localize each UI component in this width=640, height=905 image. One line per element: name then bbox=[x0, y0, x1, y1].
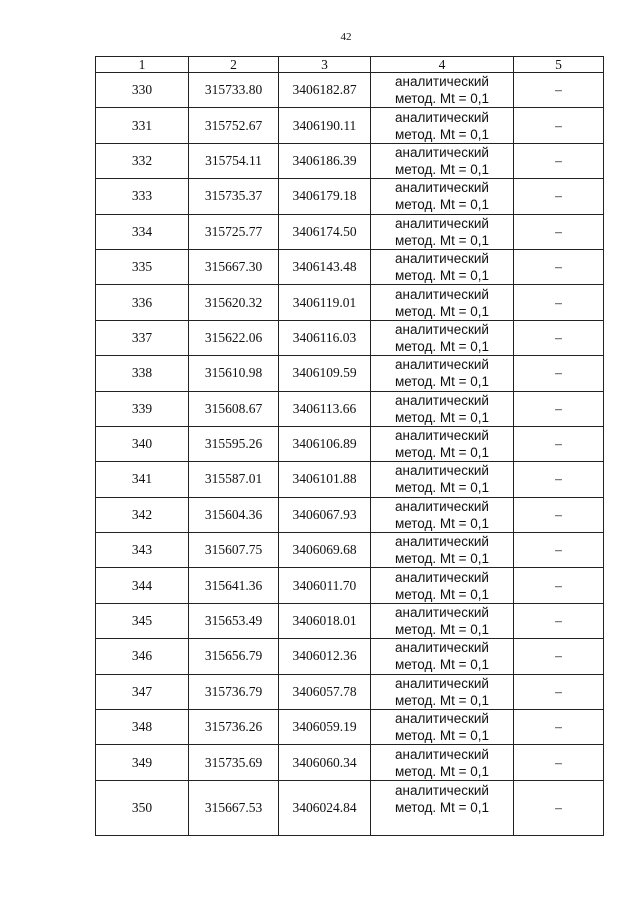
method-line-1: аналитический bbox=[395, 286, 489, 302]
y-coordinate-cell: 3406059.19 bbox=[279, 710, 371, 745]
method-line-1: аналитический bbox=[395, 746, 489, 762]
coordinates-table bbox=[95, 56, 604, 836]
method-line-2: метод. Mt = 0,1 bbox=[394, 268, 490, 284]
y-coordinate-cell: 3406190.11 bbox=[279, 108, 371, 143]
y-coordinate-cell: 3406012.36 bbox=[279, 639, 371, 674]
method-line-1: аналитический bbox=[395, 215, 489, 231]
x-coordinate-cell: 315735.69 bbox=[189, 745, 279, 780]
y-coordinate-cell: 3406106.89 bbox=[279, 426, 371, 461]
note-cell: – bbox=[514, 214, 604, 249]
method-cell bbox=[371, 533, 514, 568]
point-number-cell: 349 bbox=[96, 745, 189, 780]
point-number-cell: 330 bbox=[96, 73, 189, 108]
note-cell: – bbox=[514, 73, 604, 108]
table-row bbox=[96, 674, 604, 709]
page-number: 42 bbox=[340, 31, 352, 43]
point-number-cell: 332 bbox=[96, 143, 189, 178]
note-cell: – bbox=[514, 285, 604, 320]
table-row bbox=[96, 639, 604, 674]
method-cell bbox=[371, 108, 514, 143]
method-line-2: метод. Mt = 0,1 bbox=[394, 303, 490, 319]
point-number-cell: 348 bbox=[96, 710, 189, 745]
method-line-1: аналитический bbox=[395, 144, 489, 160]
method-line-2: метод. Mt = 0,1 bbox=[394, 692, 490, 708]
point-number-cell: 339 bbox=[96, 391, 189, 426]
table-row bbox=[96, 745, 604, 780]
point-number-cell: 336 bbox=[96, 285, 189, 320]
point-number-cell: 341 bbox=[96, 462, 189, 497]
point-number-cell: 334 bbox=[96, 214, 189, 249]
table-row bbox=[96, 249, 604, 284]
method-line-2: метод. Mt = 0,1 bbox=[394, 799, 490, 815]
method-line-1: аналитический bbox=[395, 782, 489, 798]
header-col-3: 3 bbox=[279, 57, 371, 73]
note-cell: – bbox=[514, 639, 604, 674]
y-coordinate-cell: 3406182.87 bbox=[279, 73, 371, 108]
point-number-cell: 337 bbox=[96, 320, 189, 355]
x-coordinate-cell: 315735.37 bbox=[189, 179, 279, 214]
x-coordinate-cell: 315725.77 bbox=[189, 214, 279, 249]
method-cell bbox=[371, 391, 514, 426]
y-coordinate-cell: 3406143.48 bbox=[279, 249, 371, 284]
method-line-1: аналитический bbox=[395, 392, 489, 408]
method-line-2: метод. Mt = 0,1 bbox=[394, 409, 490, 425]
point-number-cell: 342 bbox=[96, 497, 189, 532]
method-cell bbox=[371, 745, 514, 780]
point-number-cell: 331 bbox=[96, 108, 189, 143]
table-row bbox=[96, 108, 604, 143]
method-line-1: аналитический bbox=[395, 74, 489, 90]
method-cell bbox=[371, 356, 514, 391]
x-coordinate-cell: 315733.80 bbox=[189, 73, 279, 108]
table-row bbox=[96, 568, 604, 603]
note-cell: – bbox=[514, 179, 604, 214]
y-coordinate-cell: 3406057.78 bbox=[279, 674, 371, 709]
method-line-1: аналитический bbox=[395, 251, 489, 267]
method-line-1: аналитический bbox=[395, 109, 489, 125]
header-col-1: 1 bbox=[96, 57, 189, 73]
table-row bbox=[96, 710, 604, 745]
method-line-1: аналитический bbox=[395, 180, 489, 196]
x-coordinate-cell: 315595.26 bbox=[189, 426, 279, 461]
method-line-1: аналитический bbox=[395, 463, 489, 479]
method-line-1: аналитический bbox=[395, 321, 489, 337]
point-number-cell: 346 bbox=[96, 639, 189, 674]
method-cell bbox=[371, 603, 514, 638]
x-coordinate-cell: 315641.36 bbox=[189, 568, 279, 603]
x-coordinate-cell: 315752.67 bbox=[189, 108, 279, 143]
table-row bbox=[96, 603, 604, 638]
method-cell bbox=[371, 426, 514, 461]
x-coordinate-cell: 315620.32 bbox=[189, 285, 279, 320]
method-line-2: метод. Mt = 0,1 bbox=[394, 515, 490, 531]
x-coordinate-cell: 315604.36 bbox=[189, 497, 279, 532]
y-coordinate-cell: 3406116.03 bbox=[279, 320, 371, 355]
method-line-1: аналитический bbox=[395, 605, 489, 621]
y-coordinate-cell: 3406109.59 bbox=[279, 356, 371, 391]
y-coordinate-cell: 3406113.66 bbox=[279, 391, 371, 426]
note-cell: – bbox=[514, 710, 604, 745]
method-line-2: метод. Mt = 0,1 bbox=[394, 374, 490, 390]
y-coordinate-cell: 3406101.88 bbox=[279, 462, 371, 497]
point-number-cell: 344 bbox=[96, 568, 189, 603]
method-line-2: метод. Mt = 0,1 bbox=[394, 197, 490, 213]
table-row bbox=[96, 214, 604, 249]
note-cell: – bbox=[514, 391, 604, 426]
x-coordinate-cell: 315607.75 bbox=[189, 533, 279, 568]
method-cell bbox=[371, 462, 514, 497]
table-header bbox=[96, 57, 604, 73]
x-coordinate-cell: 315656.79 bbox=[189, 639, 279, 674]
table-row bbox=[96, 391, 604, 426]
note-cell: – bbox=[514, 745, 604, 780]
x-coordinate-cell: 315608.67 bbox=[189, 391, 279, 426]
point-number-cell: 333 bbox=[96, 179, 189, 214]
table-row bbox=[96, 285, 604, 320]
note-cell: – bbox=[514, 674, 604, 709]
y-coordinate-cell: 3406024.84 bbox=[279, 780, 371, 835]
x-coordinate-cell: 315754.11 bbox=[189, 143, 279, 178]
point-number-cell: 338 bbox=[96, 356, 189, 391]
method-line-2: метод. Mt = 0,1 bbox=[394, 622, 490, 638]
y-coordinate-cell: 3406179.18 bbox=[279, 179, 371, 214]
note-cell: – bbox=[514, 533, 604, 568]
note-cell: – bbox=[514, 780, 604, 835]
table-row bbox=[96, 179, 604, 214]
method-cell bbox=[371, 674, 514, 709]
table-row bbox=[96, 356, 604, 391]
y-coordinate-cell: 3406174.50 bbox=[279, 214, 371, 249]
y-coordinate-cell: 3406069.68 bbox=[279, 533, 371, 568]
method-line-2: метод. Mt = 0,1 bbox=[394, 728, 490, 744]
method-line-2: метод. Mt = 0,1 bbox=[394, 232, 490, 248]
x-coordinate-cell: 315736.26 bbox=[189, 710, 279, 745]
header-col-5: 5 bbox=[514, 57, 604, 73]
note-cell: – bbox=[514, 497, 604, 532]
method-cell bbox=[371, 249, 514, 284]
method-cell bbox=[371, 710, 514, 745]
y-coordinate-cell: 3406186.39 bbox=[279, 143, 371, 178]
method-cell bbox=[371, 568, 514, 603]
y-coordinate-cell: 3406060.34 bbox=[279, 745, 371, 780]
note-cell: – bbox=[514, 426, 604, 461]
x-coordinate-cell: 315610.98 bbox=[189, 356, 279, 391]
x-coordinate-cell: 315667.30 bbox=[189, 249, 279, 284]
table-row bbox=[96, 497, 604, 532]
table-row bbox=[96, 143, 604, 178]
table-row bbox=[96, 426, 604, 461]
method-line-1: аналитический bbox=[395, 640, 489, 656]
y-coordinate-cell: 3406018.01 bbox=[279, 603, 371, 638]
method-line-1: аналитический bbox=[395, 357, 489, 373]
note-cell: – bbox=[514, 320, 604, 355]
method-line-2: метод. Mt = 0,1 bbox=[394, 161, 490, 177]
y-coordinate-cell: 3406067.93 bbox=[279, 497, 371, 532]
method-line-1: аналитический bbox=[395, 569, 489, 585]
method-cell bbox=[371, 780, 514, 835]
point-number-cell: 350 bbox=[96, 780, 189, 835]
x-coordinate-cell: 315736.79 bbox=[189, 674, 279, 709]
method-line-1: аналитический bbox=[395, 675, 489, 691]
point-number-cell: 347 bbox=[96, 674, 189, 709]
x-coordinate-cell: 315587.01 bbox=[189, 462, 279, 497]
table-row bbox=[96, 780, 604, 835]
table-row bbox=[96, 462, 604, 497]
header-col-2: 2 bbox=[189, 57, 279, 73]
method-line-2: метод. Mt = 0,1 bbox=[394, 338, 490, 354]
method-cell bbox=[371, 143, 514, 178]
x-coordinate-cell: 315622.06 bbox=[189, 320, 279, 355]
header-row bbox=[96, 57, 604, 73]
method-cell bbox=[371, 639, 514, 674]
point-number-cell: 345 bbox=[96, 603, 189, 638]
header-col-4: 4 bbox=[371, 57, 514, 73]
method-line-2: метод. Mt = 0,1 bbox=[394, 586, 490, 602]
point-number-cell: 343 bbox=[96, 533, 189, 568]
method-cell bbox=[371, 285, 514, 320]
note-cell: – bbox=[514, 249, 604, 284]
note-cell: – bbox=[514, 356, 604, 391]
table-row bbox=[96, 73, 604, 108]
method-line-2: метод. Mt = 0,1 bbox=[394, 657, 490, 673]
point-number-cell: 335 bbox=[96, 249, 189, 284]
note-cell: – bbox=[514, 143, 604, 178]
note-cell: – bbox=[514, 462, 604, 497]
table-row bbox=[96, 533, 604, 568]
x-coordinate-cell: 315653.49 bbox=[189, 603, 279, 638]
method-line-1: аналитический bbox=[395, 711, 489, 727]
method-line-2: метод. Mt = 0,1 bbox=[394, 445, 490, 461]
note-cell: – bbox=[514, 603, 604, 638]
method-line-1: аналитический bbox=[395, 498, 489, 514]
method-cell bbox=[371, 73, 514, 108]
method-line-2: метод. Mt = 0,1 bbox=[394, 480, 490, 496]
table-body bbox=[96, 73, 604, 836]
method-cell bbox=[371, 214, 514, 249]
method-cell bbox=[371, 320, 514, 355]
method-line-2: метод. Mt = 0,1 bbox=[394, 91, 490, 107]
method-cell bbox=[371, 179, 514, 214]
x-coordinate-cell: 315667.53 bbox=[189, 780, 279, 835]
note-cell: – bbox=[514, 108, 604, 143]
y-coordinate-cell: 3406011.70 bbox=[279, 568, 371, 603]
table-row bbox=[96, 320, 604, 355]
note-cell: – bbox=[514, 568, 604, 603]
method-line-2: метод. Mt = 0,1 bbox=[394, 763, 490, 779]
method-line-1: аналитический bbox=[395, 534, 489, 550]
method-line-1: аналитический bbox=[395, 428, 489, 444]
method-cell bbox=[371, 497, 514, 532]
y-coordinate-cell: 3406119.01 bbox=[279, 285, 371, 320]
method-line-2: метод. Mt = 0,1 bbox=[394, 551, 490, 567]
point-number-cell: 340 bbox=[96, 426, 189, 461]
method-line-2: метод. Mt = 0,1 bbox=[394, 126, 490, 142]
